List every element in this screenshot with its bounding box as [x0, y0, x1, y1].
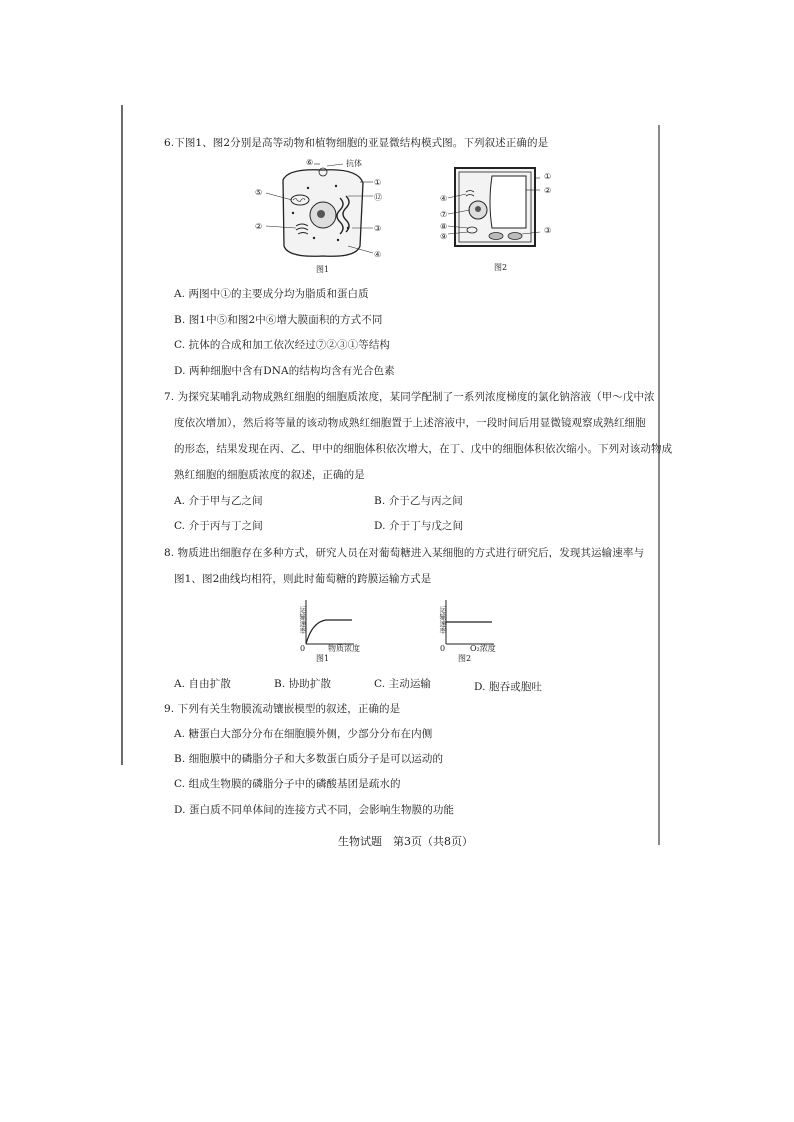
q6-option-a: A. 两图中①的主要成分均为脂质和蛋白质 [174, 288, 369, 300]
q7-option-c: C. 介于丙与丁之间 [174, 520, 263, 532]
q7-stem-line-3: 的形态，结果发现在丙、乙、甲中的细胞体积依次增大，在丁、戊中的细胞体积依次缩小。下列对该动物成 [174, 443, 673, 455]
q6-option-c: C. 抗体的合成和加工依次经过⑦②③①等结构 [174, 339, 391, 351]
fig1-label-3: ③ [374, 224, 382, 233]
chart2-y-label: 运输速率 [439, 606, 447, 634]
vacuole [490, 176, 526, 228]
q7-option-a: A. 介于甲与乙之间 [174, 495, 263, 507]
q6-option-b: B. 图1中⑤和图2中⑥增大膜面积的方式不同 [174, 314, 383, 326]
fig2-label-4: ④ [440, 194, 448, 203]
q9-option-c: C. 组成生物膜的磷脂分子中的磷酸基团是疏水的 [174, 778, 401, 790]
q6-option-d: D. 两种细胞中含有DNA的结构均含有光合色素 [174, 365, 395, 377]
fig1-caption: 图1 [316, 265, 330, 274]
plant-cell-figure [440, 162, 552, 262]
fig1-label-12: ⑫ [374, 193, 382, 202]
fig2-label-8: ⑧ [440, 222, 448, 231]
fig2-caption: 图2 [494, 263, 508, 272]
fig2-label-3: ③ [544, 226, 552, 235]
fig1-label-2: ② [255, 222, 263, 231]
scan-edge-left [121, 105, 123, 765]
q7-stem-line-1: 7. 为探究某哺乳动物成熟红细胞的细胞质浓度，某同学配制了一系列浓度梯度的氯化钠溶液（甲～戊中浓 [164, 391, 655, 403]
chart2-caption: 图2 [458, 654, 472, 663]
chart1-origin: 0 [300, 644, 306, 653]
q8-option-d: D. 胞吞或胞吐 [474, 681, 543, 693]
q7-option-b: B. 介于乙与丙之间 [374, 495, 463, 507]
q7-stem-line-4: 熟红细胞的细胞质浓度的叙述，正确的是 [174, 469, 365, 481]
q8-option-b: B. 协助扩散 [274, 678, 332, 690]
chart1-y-label: 运输速率 [299, 606, 307, 634]
q9-option-b: B. 细胞膜中的磷脂分子和大多数蛋白质分子是可以运动的 [174, 753, 444, 765]
q8-option-c: C. 主动运输 [374, 678, 432, 690]
chart1-caption: 图1 [316, 654, 330, 663]
q8-stem-line-2: 图1、图2曲线均相符，则此时葡萄糖的跨膜运输方式是 [174, 573, 432, 585]
q8-option-a: A. 自由扩散 [174, 678, 231, 690]
q9-option-a: A. 糖蛋白大部分分布在细胞膜外侧，少部分分布在内侧 [174, 728, 433, 740]
fig1-label-4: ④ [374, 250, 382, 259]
chart1-curve [306, 620, 352, 644]
chloroplast [489, 233, 503, 240]
chart2-origin: 0 [440, 644, 446, 653]
q6-stem: 6.下图1、图2分别是高等动物和植物细胞的亚显微结构模式图。下列叙述正确的是 [164, 137, 549, 149]
q7-option-d: D. 介于丁与戊之间 [374, 520, 464, 532]
chart2-x-label: O₂浓度 [470, 644, 496, 653]
fig1-label-1: ① [374, 178, 382, 187]
q9-stem: 9. 下列有关生物膜流动镶嵌模型的叙述，正确的是 [164, 703, 401, 715]
fig1-antibody-label: 抗体 [346, 159, 362, 168]
scan-edge-right [658, 125, 660, 845]
fig1-label-6: ⑥ [306, 158, 314, 167]
fig2-label-1: ① [544, 172, 552, 181]
nucleolus [317, 210, 325, 218]
q8-stem-line-1: 8. 物质进出细胞存在多种方式，研究人员在对葡萄糖进入某细胞的方式进行研究后，发现其运输速率与 [164, 547, 645, 559]
fig2-label-7: ⑦ [440, 210, 448, 219]
fig2-label-2: ② [544, 186, 552, 195]
q7-stem-line-2: 度依次增加），然后将等量的该动物成熟红细胞置于上述溶液中，一段时间后用显微镜观察成熟红细胞 [174, 417, 646, 429]
fig2-label-9: ⑨ [440, 232, 448, 241]
page-footer: 生物试题 第3页（共8页） [338, 835, 473, 848]
fig1-label-5: ⑤ [255, 188, 263, 197]
q9-option-d: D. 蛋白质不同单体间的连接方式不同，会影响生物膜的功能 [174, 804, 455, 816]
chart1-x-label: 物质浓度 [328, 644, 360, 653]
